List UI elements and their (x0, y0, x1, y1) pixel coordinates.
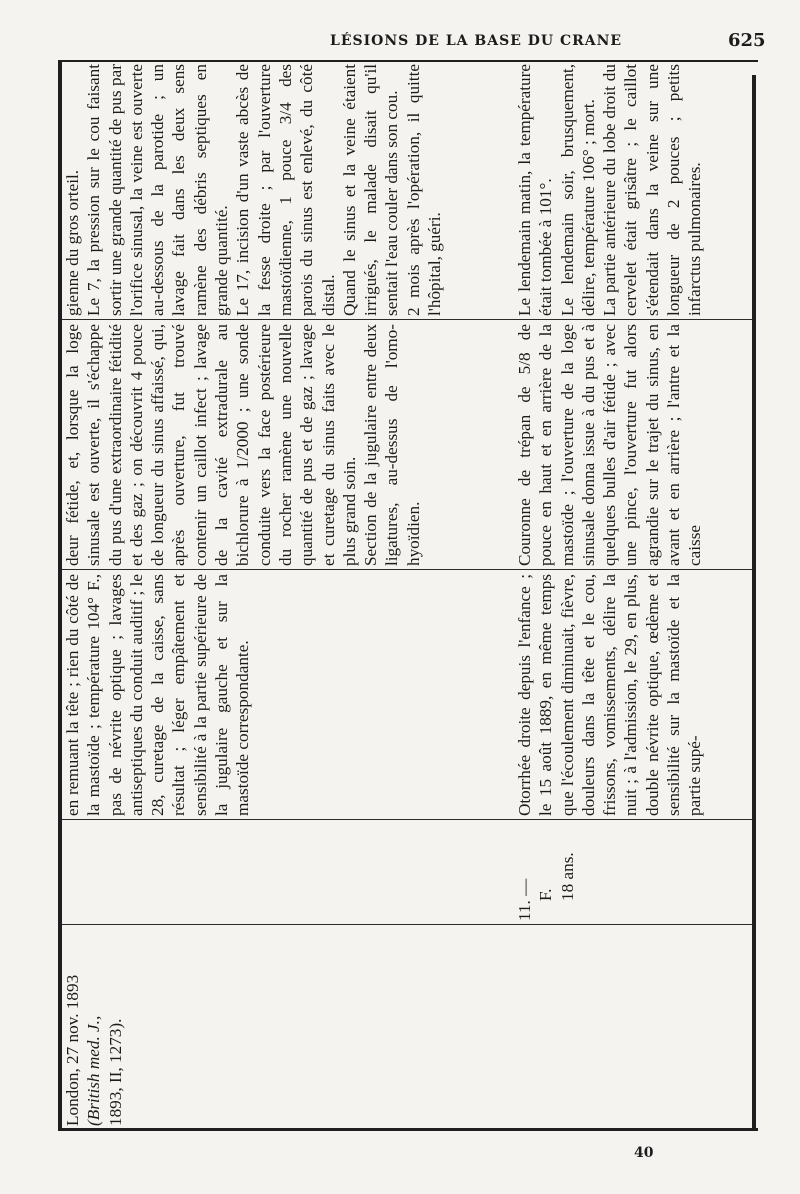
symptoms-text-row1: en remuant la tête ; rien du côté de la mastoïde ; température 104° F., pas de névrite optique ; lavages antiseptiques du conduit auditif ; le 28, curetage de la caisse, sans résultat ; léger empâtement et sensibilité à la partie supérieure de la jugulaire gauche et sur la mastoïde correspondante. (63, 573, 253, 816)
result-text-4: Quand le sinus et la veine étaient irrigués, le malade disait qu'il sentait l'eau couler dans son cou. (339, 64, 402, 316)
result-row2-text-1: Le lendemain matin, la température était tombée à 101°. (515, 64, 556, 316)
result-row2-text-3: La partie antérieure du lobe droit du cervelet était grisâtre ; le caillot s'étendait dans la veine sur une longueur de 2 pouces ; petits infarctus pulmonaires. (600, 64, 705, 316)
result-text-3: Le 17, incision d'un vaste abcès de la fesse droite ; par l'ouverture mastoïdienne, 1 pouce 3/4 des parois du sinus est enlevé, du côté distal. (233, 64, 338, 316)
source-line1: London, 27 nov. 1893 (63, 974, 82, 1126)
table-bottom-border-thick (752, 75, 756, 1130)
rotated-table (62, 60, 752, 1130)
symptoms-cell-row2 (514, 570, 706, 820)
patient-id: 11. — (515, 878, 534, 921)
source-journal: (British med. J., (84, 1015, 104, 1126)
result-text-1: gienne du gros orteil. (63, 169, 82, 316)
source-line3: 1893, II, 1273). (105, 1018, 125, 1126)
result-text-5: 2 mois après l'opération, il quitte l'hôpital, guéri. (403, 64, 445, 316)
result-cell-row2 (514, 60, 706, 320)
operation-text-row1: deur fétide, et, lorsque la loge sinusale est ouverte, il s'échappe du pus d'une extraordinaire fétidité et des gaz ; on découvrit 4 pouce de longueur du sinus affaissé, qui, après ouverture, fut trouvé contenir un caillot infect ; lavage de la cavité extradurale au bichlorure à 1/2000 ; une sonde conduite vers la face postérieure du rocher ramène une nouvelle quantité de pus et de gaz ; lavage et curetage du sinus faits avec le plus grand soin. (63, 324, 359, 566)
operation-cell-row2 (514, 320, 706, 570)
symptoms-text-row2: Otorrhée droite depuis l'enfance ; le 15 août 1889, en même temps que l'écoulement diminuait, fièvre, douleurs dans la tête et le cou, frissons, vomissements, délire la nuit ; à l'admission, le 29, en plus, double névrite optique, œdème et sensibilité sur la mastoïde et la partie supé- (515, 574, 705, 816)
patient-sex: F. (536, 888, 556, 901)
result-cell-row1 (62, 60, 445, 320)
signature-mark: 40 (634, 1145, 654, 1161)
patient-age: 18 ans. (557, 852, 577, 901)
patient-cell-row2 (514, 820, 578, 925)
page-number: 625 (728, 30, 766, 51)
source-cell-row1 (62, 925, 126, 1130)
symptoms-cell-row1 (62, 570, 254, 820)
page-header-title: LÉSIONS DE LA BASE DU CRANE (330, 33, 623, 49)
result-text-2: Le 7, la pression sur le cou faisant sortir une grande quantité de pus par l'orifice sinusal, la veine est ouverte au-dessous de la parotide ; un lavage fait dans les deux sens ramène des débris septiques en grande quantité. (84, 64, 232, 316)
operation-cell-row1 (62, 320, 424, 570)
column-divider-1 (62, 924, 752, 925)
result-row2-text-2: Le lendemain soir, brusquement, délire, température 106° ; mort. (557, 64, 598, 316)
operation-text-row1-section: Section de la jugulaire entre deux ligatures, au-dessus de l'omo-hyoïdien. (361, 324, 423, 566)
operation-text-row2: Couronne de trépan de 5/8 de pouce en haut et en arrière de la mastoïde ; l'ouverture de la loge sinusale donna issue à du pus et à quelques bulles d'air fétide ; avec une pince, l'ouverture fut alors agrandie sur le trajet du sinus, en avant et en arrière ; l'antre et la caisse (515, 324, 705, 566)
